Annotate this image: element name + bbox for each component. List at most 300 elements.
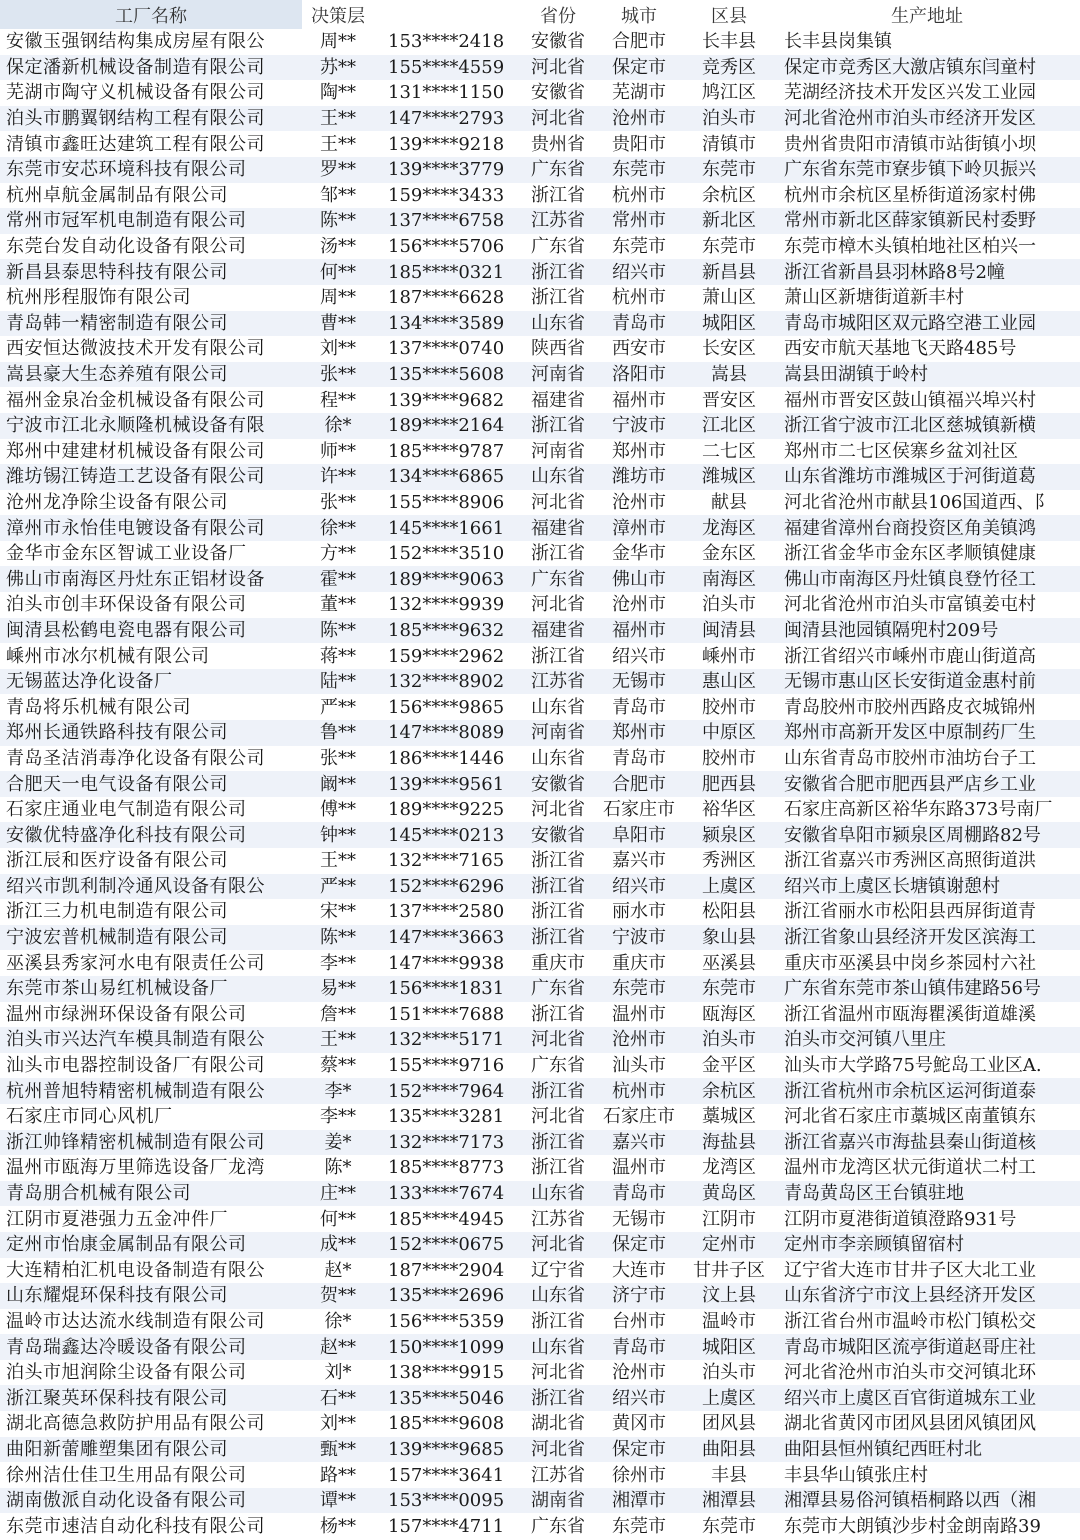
company-name-cell: 浙江三力机电制造有限公司 [6, 901, 228, 923]
province-cell: 江苏省 [522, 208, 594, 234]
province-cell: 河北省 [531, 799, 585, 821]
city-cell: 杭州市 [612, 184, 666, 206]
decision-maker-cell: 严** [302, 874, 374, 900]
city-cell: 台州市 [612, 1310, 666, 1332]
decision-maker-cell: 徐* [302, 413, 374, 439]
phone-cell: 139****9682 [388, 389, 505, 411]
company-name-cell: 石家庄通业电气制造有限公司 [6, 799, 247, 821]
company-name-cell: 青岛圣洁消毒净化设备有限公司 [6, 747, 265, 769]
header-address: 生产地址 [774, 0, 1080, 29]
decision-maker-cell: 陆** [302, 669, 374, 695]
phone-cell: 132****8902 [374, 669, 522, 695]
address-cell: 湖北省黄冈市团风县团风镇团风 [784, 1413, 1036, 1435]
company-name-cell: 杭州彤程服饰有限公司 [6, 287, 191, 309]
table-row [0, 541, 1080, 567]
address-cell: 湘潭县易俗河镇梧桐路以西（湘 [774, 1488, 1080, 1514]
decision-maker-cell: 邹** [320, 184, 356, 206]
phone-cell: 157****3641 [388, 1464, 505, 1486]
phone-cell: 135****5608 [374, 362, 522, 388]
city-cell: 无锡市 [594, 669, 684, 695]
address-cell: 山东省青岛市胶州市油坊台子工 [784, 747, 1036, 769]
province-cell: 山东省 [522, 464, 594, 490]
header-phone [374, 0, 522, 29]
company-name-cell: 潍坊锡江铸造工艺设备有限公司 [0, 464, 302, 490]
district-cell: 东莞市 [702, 1515, 756, 1537]
district-cell: 鸠江区 [702, 82, 756, 104]
phone-cell: 155****9716 [388, 1055, 505, 1077]
address-cell: 河北省沧州市泊头市经济开发区 [774, 106, 1080, 132]
table-row [0, 413, 1080, 439]
phone-cell: 153****0095 [374, 1488, 522, 1514]
table-row [0, 618, 1080, 644]
city-cell: 石家庄市 [603, 799, 675, 821]
table-row [0, 55, 1080, 81]
address-cell: 江阴市夏港街道镇澄路931号 [784, 1208, 1017, 1230]
table-row [0, 1232, 1080, 1258]
city-cell: 济宁市 [594, 1283, 684, 1309]
address-cell: 东莞市大朗镇沙步村金朗南路39 [784, 1515, 1041, 1537]
city-cell: 杭州市 [612, 287, 666, 309]
phone-cell: 150****1099 [374, 1334, 522, 1360]
district-cell: 献县 [711, 491, 747, 513]
company-name-cell: 曲阳新蕾雕塑集团有限公司 [0, 1437, 302, 1463]
decision-maker-cell: 张** [320, 747, 356, 769]
table-row [0, 746, 1080, 772]
province-cell: 贵州省 [531, 133, 585, 155]
company-name-cell: 无锡蓝达净化设备厂 [0, 669, 302, 695]
province-cell: 浙江省 [531, 901, 585, 923]
table-row [0, 720, 1080, 746]
company-name-cell: 青岛韩一精密制造有限公司 [0, 311, 302, 337]
province-cell: 广东省 [531, 1515, 585, 1537]
address-cell: 芜湖经济技术开发区兴发工业园 [784, 82, 1036, 104]
province-cell: 广东省 [531, 236, 585, 258]
company-name-cell: 安徽优特盛净化科技有限公司 [0, 822, 302, 848]
table-row [0, 771, 1080, 797]
province-cell: 山东省 [531, 747, 585, 769]
city-cell: 沧州市 [612, 491, 666, 513]
decision-maker-cell: 王** [320, 850, 356, 872]
decision-maker-cell: 张** [302, 362, 374, 388]
table-row [0, 1385, 1080, 1411]
district-cell: 团风县 [702, 1413, 756, 1435]
address-cell: 萧山区新塘街道新丰村 [784, 287, 964, 309]
province-cell: 浙江省 [531, 1310, 585, 1332]
city-cell: 保定市 [594, 55, 684, 81]
province-cell: 浙江省 [531, 184, 585, 206]
city-cell: 嘉兴市 [612, 850, 666, 872]
address-cell: 山东省济宁市汶上县经济开发区 [774, 1283, 1080, 1309]
address-cell: 温州市龙湾区状元街道状二村工 [784, 1157, 1036, 1179]
province-cell: 浙江省 [522, 925, 594, 951]
table-row [0, 464, 1080, 490]
province-cell: 安徽省 [522, 822, 594, 848]
province-cell: 浙江省 [531, 645, 585, 667]
phone-cell: 147****2793 [374, 106, 522, 132]
province-cell: 福建省 [522, 515, 594, 541]
district-cell: 丰县 [711, 1464, 747, 1486]
table-row [0, 566, 1080, 592]
decision-maker-cell: 王** [302, 1027, 374, 1053]
decision-maker-cell: 方** [320, 543, 356, 565]
address-cell: 浙江省温州市瓯海瞿溪街道雄溪 [784, 1003, 1036, 1025]
phone-cell: 147****3663 [374, 925, 522, 951]
address-cell: 闽清县池园镇隔兜村209号 [774, 618, 1080, 644]
decision-maker-cell: 姜* [302, 1130, 374, 1156]
decision-maker-cell: 李* [302, 1078, 374, 1104]
province-cell: 安徽省 [522, 771, 594, 797]
phone-cell: 152****0675 [374, 1232, 522, 1258]
phone-cell: 152****7964 [374, 1078, 522, 1104]
city-cell: 佛山市 [594, 566, 684, 592]
address-cell: 浙江省台州市温岭市松门镇松交 [784, 1310, 1036, 1332]
province-cell: 山东省 [522, 311, 594, 337]
company-name-cell: 东莞市速洁自动化科技有限公司 [6, 1515, 265, 1537]
address-cell: 浙江省金华市金东区孝顺镇健康 [784, 543, 1036, 565]
decision-maker-cell: 李** [320, 1106, 356, 1128]
province-cell: 山东省 [522, 1334, 594, 1360]
company-name-cell: 新昌县泰思特科技有限公司 [0, 259, 302, 285]
table-row [0, 1130, 1080, 1156]
address-cell: 青岛胶州市胶州西路皮衣城锦州 [784, 696, 1036, 718]
city-cell: 温州市 [612, 1157, 666, 1179]
city-cell: 绍兴市 [612, 645, 666, 667]
address-cell: 佛山市南海区丹灶镇良登竹径工 [774, 566, 1080, 592]
table-row [0, 311, 1080, 337]
province-cell: 湖北省 [531, 1413, 585, 1435]
city-cell: 合肥市 [594, 771, 684, 797]
phone-cell: 135****2696 [374, 1283, 522, 1309]
address-cell: 长丰县岗集镇 [784, 31, 892, 53]
district-cell: 江北区 [684, 413, 774, 439]
address-cell: 青岛市城阳区双元路空港工业园 [774, 311, 1080, 337]
company-name-cell: 青岛瑞鑫达冷暖设备有限公司 [0, 1334, 302, 1360]
company-name-cell: 山东耀焜环保科技有限公司 [0, 1283, 302, 1309]
table-row [0, 1334, 1080, 1360]
district-cell: 泊头市 [684, 106, 774, 132]
phone-cell: 185****4945 [388, 1208, 505, 1230]
table-row [0, 387, 1080, 413]
company-name-cell: 嵊州市冰尔机械有限公司 [6, 645, 210, 667]
table-row [0, 80, 1080, 106]
city-cell: 黄冈市 [612, 1413, 666, 1435]
phone-cell: 139****9685 [374, 1437, 522, 1463]
phone-cell: 139****9561 [374, 771, 522, 797]
phone-cell: 156****5359 [388, 1310, 505, 1332]
decision-maker-cell: 陈** [302, 618, 374, 644]
province-cell: 广东省 [522, 976, 594, 1002]
district-cell: 金平区 [702, 1055, 756, 1077]
table-row [0, 234, 1080, 260]
company-name-cell: 大连精柏汇机电设备制造有限公 [6, 1259, 265, 1281]
table-row [0, 1488, 1080, 1514]
phone-cell: 186****1446 [388, 747, 505, 769]
decision-maker-cell: 罗** [302, 157, 374, 183]
company-name-cell: 定州市怡康金属制品有限公司 [0, 1232, 302, 1258]
table-row [0, 1027, 1080, 1053]
province-cell: 安徽省 [531, 82, 585, 104]
decision-maker-cell: 杨** [320, 1515, 356, 1537]
address-cell: 青岛市城阳区流亭街道赵哥庄社 [774, 1334, 1080, 1360]
company-name-cell: 青岛朋合机械有限公司 [0, 1181, 302, 1207]
company-name-cell: 金华市金东区智诚工业设备厂 [6, 543, 247, 565]
province-cell: 广东省 [531, 1055, 585, 1077]
province-cell: 山东省 [531, 696, 585, 718]
company-name-cell: 浙江帅锋精密机械制造有限公司 [0, 1130, 302, 1156]
phone-cell: 152****3510 [388, 543, 505, 565]
address-cell: 郑州市高新开发区中原制药厂生 [774, 720, 1080, 746]
district-cell: 金东区 [702, 543, 756, 565]
decision-maker-cell: 陈* [324, 1157, 352, 1179]
city-cell: 丽水市 [612, 901, 666, 923]
table-row [0, 285, 1080, 311]
city-cell: 青岛市 [612, 696, 666, 718]
district-cell: 湘潭县 [684, 1488, 774, 1514]
decision-maker-cell: 刘* [324, 1362, 352, 1384]
province-cell: 福建省 [522, 618, 594, 644]
decision-maker-cell: 蒋** [320, 645, 356, 667]
decision-maker-cell: 董** [320, 594, 356, 616]
company-name-cell: 杭州卓航金属制品有限公司 [6, 184, 228, 206]
city-cell: 福州市 [594, 618, 684, 644]
phone-cell: 156****5706 [388, 236, 505, 258]
company-name-cell: 浙江聚英环保科技有限公司 [0, 1385, 302, 1411]
address-cell: 河北省沧州市献县106国道西、阝 [784, 491, 1053, 513]
company-name-cell: 宁波市江北永顺隆机械设备有限 [0, 413, 302, 439]
table-row [0, 1411, 1080, 1437]
phone-cell: 137****6758 [374, 208, 522, 234]
city-cell: 西安市 [612, 338, 666, 360]
district-cell: 肥西县 [684, 771, 774, 797]
decision-maker-cell: 苏** [302, 55, 374, 81]
table-row [0, 259, 1080, 285]
district-cell: 甘井子区 [693, 1259, 765, 1281]
company-name-cell: 汕头市电器控制设备厂有限公司 [6, 1055, 265, 1077]
province-cell: 山东省 [522, 1181, 594, 1207]
address-cell: 曲阳县恒州镇纪西旺村北 [774, 1437, 1080, 1463]
city-cell: 合肥市 [612, 31, 666, 53]
district-cell: 瓯海区 [702, 1003, 756, 1025]
phone-cell: 187****6628 [388, 287, 505, 309]
province-cell: 浙江省 [522, 259, 594, 285]
province-cell: 广东省 [522, 566, 594, 592]
city-cell: 阜阳市 [594, 822, 684, 848]
phone-cell: 159****3433 [388, 184, 505, 206]
district-cell: 二七区 [702, 440, 756, 462]
company-name-cell: 嵩县豪大生态养殖有限公司 [0, 362, 302, 388]
address-cell: 福建省漳州台商投资区角美镇鸿 [774, 515, 1080, 541]
table-row [0, 439, 1080, 465]
decision-maker-cell: 李** [320, 952, 356, 974]
address-cell: 山东省潍坊市潍城区于河街道葛 [774, 464, 1080, 490]
address-cell: 保定市竞秀区大激店镇东闫童村 [774, 55, 1080, 81]
city-cell: 贵阳市 [612, 133, 666, 155]
province-cell: 浙江省 [531, 1003, 585, 1025]
phone-cell: 185****9608 [388, 1413, 505, 1435]
table-row [0, 157, 1080, 183]
decision-maker-cell: 王** [302, 106, 374, 132]
phone-cell: 138****9915 [388, 1362, 505, 1384]
company-name-cell: 绍兴市凯利制冷通风设备有限公 [0, 874, 302, 900]
table-row [0, 106, 1080, 132]
decision-maker-cell: 何** [320, 1208, 356, 1230]
province-cell: 河南省 [531, 440, 585, 462]
district-cell: 江阴市 [702, 1208, 756, 1230]
phone-cell: 156****1831 [374, 976, 522, 1002]
company-name-cell: 杭州普旭特精密机械制造有限公 [0, 1078, 302, 1104]
decision-maker-cell: 刘** [320, 338, 356, 360]
address-cell: 安徽省合肥市肥西县严店乡工业 [774, 771, 1080, 797]
district-cell: 黄岛区 [684, 1181, 774, 1207]
province-cell: 江苏省 [531, 1208, 585, 1230]
phone-cell: 157****4711 [388, 1515, 505, 1537]
company-name-cell: 郑州中建建材机械设备有限公司 [6, 440, 265, 462]
table-row [0, 899, 1080, 925]
decision-maker-cell: 蔡** [320, 1055, 356, 1077]
district-cell: 城阳区 [684, 311, 774, 337]
decision-maker-cell: 贺** [302, 1283, 374, 1309]
city-cell: 潍坊市 [594, 464, 684, 490]
district-cell: 象山县 [684, 925, 774, 951]
address-cell: 浙江省象山县经济开发区滨海工 [774, 925, 1080, 951]
address-cell: 浙江省嘉兴市海盐县秦山街道核 [774, 1130, 1080, 1156]
district-cell: 嵩县 [684, 362, 774, 388]
province-cell: 重庆市 [531, 952, 585, 974]
company-name-cell: 闽清县松鹤电瓷电器有限公司 [0, 618, 302, 644]
province-cell: 山东省 [522, 1283, 594, 1309]
address-cell: 贵州省贵阳市清镇市站街镇小坝 [784, 133, 1036, 155]
district-cell: 惠山区 [684, 669, 774, 695]
district-cell: 曲阳县 [684, 1437, 774, 1463]
province-cell: 河北省 [531, 1106, 585, 1128]
district-cell: 上虞区 [684, 1385, 774, 1411]
district-cell: 余杭区 [702, 184, 756, 206]
city-cell: 沧州市 [612, 594, 666, 616]
address-cell: 青岛黄岛区王台镇驻地 [774, 1181, 1080, 1207]
city-cell: 宁波市 [594, 413, 684, 439]
decision-maker-cell: 曹** [302, 311, 374, 337]
address-cell: 浙江省丽水市松阳县西屏街道青 [784, 901, 1036, 923]
company-name-cell: 合肥天一电气设备有限公司 [0, 771, 302, 797]
province-cell: 浙江省 [522, 413, 594, 439]
table-row [0, 131, 1080, 157]
decision-maker-cell: 刘** [320, 1413, 356, 1435]
city-cell: 湘潭市 [594, 1488, 684, 1514]
city-cell: 宁波市 [594, 925, 684, 951]
decision-maker-cell: 何** [302, 259, 374, 285]
decision-maker-cell: 陶** [320, 82, 356, 104]
phone-cell: 189****2164 [374, 413, 522, 439]
phone-cell: 185****0321 [374, 259, 522, 285]
company-name-cell: 浙江辰和医疗设备有限公司 [6, 850, 228, 872]
phone-cell: 132****9939 [388, 594, 505, 616]
table-row [0, 1181, 1080, 1207]
table-row [0, 950, 1080, 976]
header-row [0, 0, 1080, 29]
address-cell: 绍兴市上虞区长塘镇谢憩村 [774, 874, 1080, 900]
address-cell: 河北省沧州市泊头市交河镇北环 [784, 1362, 1036, 1384]
city-cell: 大连市 [612, 1259, 666, 1281]
district-cell: 潍城区 [684, 464, 774, 490]
district-cell: 南海区 [684, 566, 774, 592]
city-cell: 重庆市 [612, 952, 666, 974]
decision-maker-cell: 汤** [320, 236, 356, 258]
table-row [0, 1078, 1080, 1104]
city-cell: 东莞市 [594, 976, 684, 1002]
table-row [0, 515, 1080, 541]
address-cell: 常州市新北区薛家镇新民村委野 [774, 208, 1080, 234]
phone-cell: 155****4559 [374, 55, 522, 81]
company-name-cell: 东莞市安芯环境科技有限公司 [0, 157, 302, 183]
address-cell: 河北省沧州市泊头市富镇姜屯村 [784, 594, 1036, 616]
phone-cell: 139****3779 [374, 157, 522, 183]
district-cell: 嵊州市 [702, 645, 756, 667]
province-cell: 浙江省 [522, 1130, 594, 1156]
table-row [0, 1104, 1080, 1130]
company-name-cell: 常州市冠军机电制造有限公司 [0, 208, 302, 234]
table-row [0, 848, 1080, 874]
city-cell: 东莞市 [612, 1515, 666, 1537]
address-cell: 西安市航天基地飞天路485号 [784, 338, 1017, 360]
address-cell: 福州市晋安区鼓山镇福兴埠兴村 [784, 389, 1036, 411]
table-row [0, 1437, 1080, 1463]
decision-maker-cell: 赵* [324, 1259, 352, 1281]
company-name-cell: 郑州长通铁路科技有限公司 [0, 720, 302, 746]
city-cell: 青岛市 [612, 747, 666, 769]
province-cell: 河北省 [531, 1362, 585, 1384]
address-cell: 东莞市樟木头镇柏地社区柏兴一 [784, 236, 1036, 258]
province-cell: 河北省 [522, 1232, 594, 1258]
address-cell: 石家庄高新区裕华东路373号南厂 [784, 799, 1053, 821]
district-cell: 龙湾区 [702, 1157, 756, 1179]
decision-maker-cell: 严** [320, 696, 356, 718]
header-decision-maker: 决策层 [302, 0, 374, 29]
city-cell: 徐州市 [612, 1464, 666, 1486]
district-cell: 萧山区 [702, 287, 756, 309]
city-cell: 漳州市 [594, 515, 684, 541]
company-name-cell: 湖南傲派自动化设备有限公司 [0, 1488, 302, 1514]
decision-maker-cell: 周** [320, 287, 356, 309]
phone-cell: 134****6865 [374, 464, 522, 490]
province-cell: 河北省 [531, 491, 585, 513]
decision-maker-cell: 许** [302, 464, 374, 490]
province-cell: 浙江省 [522, 1385, 594, 1411]
address-cell: 浙江省绍兴市嵊州市鹿山街道高 [784, 645, 1036, 667]
decision-maker-cell: 钟** [302, 822, 374, 848]
address-cell: 安徽省阜阳市颍泉区周棚路82号 [774, 822, 1080, 848]
district-cell: 东莞市 [702, 236, 756, 258]
company-name-cell: 佛山市南海区丹灶东正铝材设备 [0, 566, 302, 592]
decision-maker-cell: 谭** [302, 1488, 374, 1514]
province-cell: 江苏省 [522, 669, 594, 695]
district-cell: 余杭区 [684, 1078, 774, 1104]
phone-cell: 132****7173 [374, 1130, 522, 1156]
decision-maker-cell: 赵** [302, 1334, 374, 1360]
district-cell: 胶州市 [702, 696, 756, 718]
district-cell: 新北区 [684, 208, 774, 234]
decision-maker-cell: 路** [320, 1464, 356, 1486]
company-name-cell: 东莞市茶山易红机械设备厂 [0, 976, 302, 1002]
province-cell: 江苏省 [531, 1464, 585, 1486]
province-cell: 浙江省 [531, 287, 585, 309]
decision-maker-cell: 陈** [302, 208, 374, 234]
district-cell: 竞秀区 [684, 55, 774, 81]
city-cell: 洛阳市 [594, 362, 684, 388]
company-name-cell: 青岛将乐机械有限公司 [6, 696, 191, 718]
decision-maker-cell: 石** [302, 1385, 374, 1411]
table-row [0, 1283, 1080, 1309]
address-cell: 杭州市余杭区星桥街道汤家村佛 [784, 184, 1036, 206]
